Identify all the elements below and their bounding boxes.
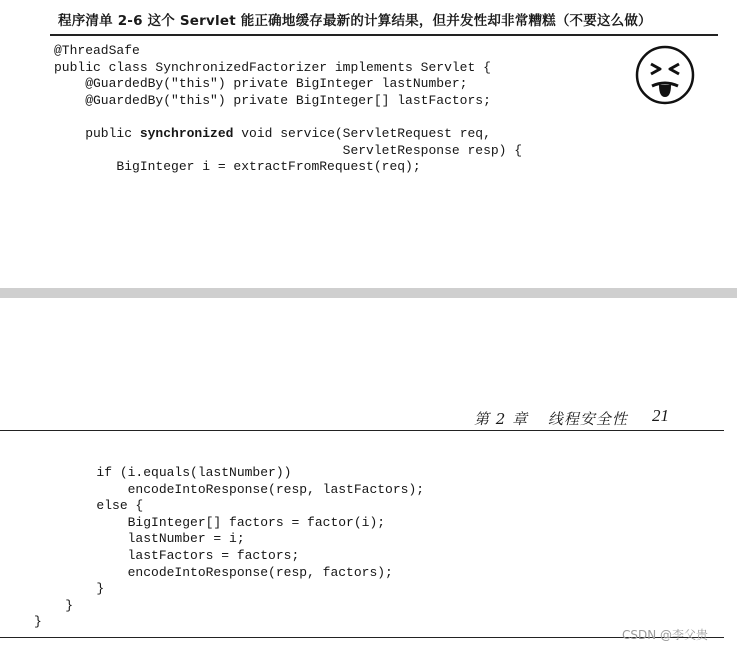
code-line: else {	[34, 498, 144, 514]
code-line: public class SynchronizedFactorizer implements Servlet {	[54, 59, 491, 75]
section-label: 线程安全性	[547, 410, 628, 428]
code-line: lastFactors = factors;	[34, 547, 300, 563]
title-rule	[50, 34, 718, 36]
code-line: encodeIntoResponse(resp, lastFactors);	[34, 481, 425, 497]
code-line: BigInteger i = extractFromRequest(req);	[54, 159, 421, 175]
chapter-label: 第 2 章	[474, 410, 529, 428]
code-block-top	[54, 43, 522, 176]
listing-title: 程序清单 2-6 这个 Servlet 能正确地缓存最新的计算结果，但并发性却非常糟糕（不要这么做）	[58, 13, 652, 29]
code-top-lines	[54, 43, 522, 176]
code-line: if (i.equals(lastNumber))	[34, 465, 292, 480]
code-line: }	[34, 597, 74, 613]
code-line: @GuardedBy("this") private BigInteger[] lastFactors;	[54, 92, 491, 108]
code-line: encodeIntoResponse(resp, factors);	[34, 564, 393, 580]
code-line: }	[34, 581, 105, 597]
code-line: @GuardedBy("this") private BigInteger lastNumber;	[54, 76, 468, 92]
code-line: ServletResponse resp) {	[54, 142, 523, 158]
code-bottom-lines	[34, 465, 424, 631]
bad-practice-face-icon	[634, 44, 696, 106]
page-break-band	[0, 288, 737, 298]
page-header	[474, 408, 642, 429]
code-line: public synchronized void service(ServletRequest req,	[54, 125, 491, 141]
watermark: CSDN @李父贵	[622, 628, 709, 642]
header-rule	[0, 430, 724, 431]
code-line: }	[34, 614, 42, 630]
footer-rule	[0, 637, 724, 638]
code-line: lastNumber = i;	[34, 531, 245, 547]
code-block-bottom	[34, 465, 424, 631]
page-number: 21	[652, 406, 669, 425]
code-line: BigInteger[] factors = factor(i);	[34, 514, 386, 530]
code-line: @ThreadSafe	[54, 43, 140, 58]
code-line	[54, 109, 522, 126]
